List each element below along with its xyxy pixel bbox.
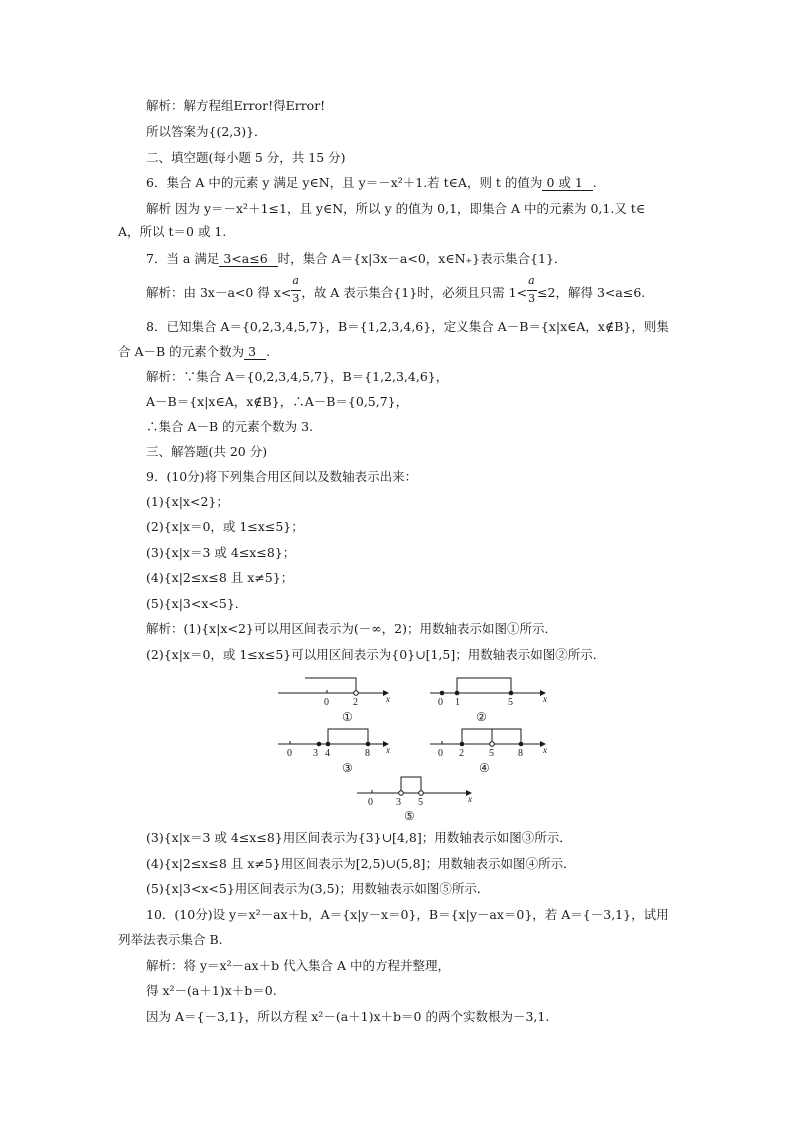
solution-10-line3: 因为 A＝{－3,1}，所以方程 x²－(a＋1)x＋b＝0 的两个实数根为－3,1. bbox=[146, 1009, 550, 1024]
figure-2-number-line bbox=[430, 678, 547, 724]
f3-tick-8: 8 bbox=[365, 748, 370, 759]
question-9-item-2: (2){x|x＝0，或 1≤x≤5}； bbox=[146, 519, 304, 534]
f2-tick-0: 0 bbox=[438, 697, 443, 708]
f1-tick-0: 0 bbox=[324, 697, 329, 708]
solution-9-line4: (4){x|2≤x≤8 且 x≠5}用区间表示为[2,5)∪(5,8]；用数轴表示如图④所示． bbox=[146, 856, 576, 871]
question-8-text: 合 A－B 的元素个数为 bbox=[118, 344, 245, 359]
question-9: 9．(10分)将下列集合用区间以及数轴表示出来： bbox=[146, 469, 418, 484]
question-10-line1: 10．(10分)设 y＝x²－ax＋b，A＝{x|y－x＝0}，B＝{x|y－ax＝0}，若 A＝{－3,1}，试用 bbox=[146, 907, 669, 922]
fraction-numerator: a bbox=[528, 274, 535, 287]
f4-caption: ④ bbox=[479, 761, 490, 775]
f3-tick-0: 0 bbox=[287, 748, 292, 759]
f5-tick-0: 0 bbox=[368, 797, 373, 808]
question-6-text: 6．集合 A 中的元素 y 满足 y∈N，且 y＝－x²＋1.若 t∈A，则 t 的值为 bbox=[146, 175, 543, 190]
f3-caption: ③ bbox=[342, 761, 353, 775]
question-10-line2: 列举法表示集合 B. bbox=[118, 932, 223, 947]
section-solve-heading: 三、解答题(共 20 分) bbox=[146, 444, 268, 459]
f5-caption: ⑤ bbox=[404, 809, 415, 823]
fraction-numerator: a bbox=[292, 274, 299, 287]
question-8-line1: 8．已知集合 A＝{0,2,3,4,5,7}，B＝{1,2,3,4,6}，定义集合 A－B＝{x|x∈A，x∉B}，则集 bbox=[146, 319, 669, 334]
question-9-item-1: (1){x|x<2}； bbox=[146, 494, 229, 509]
f5-axis-label: x bbox=[468, 794, 472, 804]
f4-axis-label: x bbox=[543, 745, 547, 755]
figure-3-number-line bbox=[278, 729, 390, 775]
f2-caption: ② bbox=[476, 710, 487, 724]
f2-tick-5: 5 bbox=[508, 697, 513, 708]
f1-axis-label: x bbox=[386, 694, 390, 704]
solution-6-line2: A，所以 t＝0 或 1. bbox=[118, 224, 227, 239]
solution-9-line2: (2){x|x＝0，或 1≤x≤5}可以用区间表示为{0}∪[1,5]；用数轴表示如图②所示． bbox=[146, 647, 606, 662]
f5-tick-3: 3 bbox=[396, 797, 401, 808]
line-solution-system: 解析：解方程组Error!得Error! bbox=[146, 98, 326, 113]
solution-7-part-a: 解析：由 3x－a<0 得 x< bbox=[146, 285, 292, 300]
f2-axis-label: x bbox=[543, 694, 547, 704]
f4-tick-2: 2 bbox=[459, 748, 464, 759]
f5-tick-5: 5 bbox=[418, 797, 423, 808]
fraction-denominator: 3 bbox=[292, 292, 300, 305]
solution-10-line1: 解析：将 y＝x²－ax＋b 代入集合 A 中的方程并整理， bbox=[146, 958, 451, 973]
question-7-text-a: 7．当 a 满足 bbox=[146, 251, 220, 266]
solution-9-line5: (5){x|3<x<5}用区间表示为(3,5)；用数轴表示如图⑤所示． bbox=[146, 881, 490, 896]
question-8-answer: 3 bbox=[244, 344, 266, 360]
question-8-end: . bbox=[266, 344, 271, 359]
solution-9-line1: 解析：(1){x|x<2}可以用区间表示为(－∞，2)；用数轴表示如图①所示． bbox=[146, 621, 557, 636]
solution-7-part-b: ，故 A 表示集合{1}时，必须且只需 1< bbox=[301, 285, 528, 300]
solution-6-line1: 解析 因为 y＝－x²＋1≤1，且 y∈N，所以 y 的值为 0,1，即集合 A 中的元素为 0,1.又 t∈ bbox=[146, 201, 646, 216]
solution-7-part-c: ≤2，解得 3<a≤6. bbox=[537, 285, 646, 300]
question-9-item-3: (3){x|x＝3 或 4≤x≤8}； bbox=[146, 545, 296, 560]
figure-1-number-line bbox=[278, 678, 390, 724]
question-6-end: . bbox=[592, 175, 597, 190]
solution-9-line3: (3){x|x＝3 或 4≤x≤8}用区间表示为{3}∪[4,8]；用数轴表示如图③所示． bbox=[146, 830, 572, 845]
f1-caption: ① bbox=[342, 710, 353, 724]
question-7-text-b: 时，集合 A＝{x|3x－a<0，x∈N₊}表示集合{1}． bbox=[277, 251, 567, 266]
f4-tick-8: 8 bbox=[518, 748, 523, 759]
f4-tick-5: 5 bbox=[489, 748, 494, 759]
question-9-item-4: (4){x|2≤x≤8 且 x≠5}； bbox=[146, 570, 294, 585]
question-9-item-5: (5){x|3<x<5}． bbox=[146, 596, 248, 611]
f2-tick-1: 1 bbox=[455, 697, 460, 708]
line-answer-set: 所以答案为{(2,3)}． bbox=[146, 124, 267, 139]
question-6-answer: 0 或 1 bbox=[542, 175, 592, 191]
solution-10-line2: 得 x²－(a＋1)x＋b＝0. bbox=[146, 983, 277, 998]
f3-axis-label: x bbox=[386, 745, 390, 755]
section-fill-in-heading: 二、填空题(每小题 5 分，共 15 分) bbox=[146, 150, 346, 165]
f4-tick-0: 0 bbox=[438, 748, 443, 759]
figure-5-number-line bbox=[357, 777, 472, 823]
fraction-denominator: 3 bbox=[528, 292, 536, 305]
question-7-answer: 3<a≤6 bbox=[219, 251, 277, 267]
solution-8-line2: A－B＝{x|x∈A，x∉B}，∴A－B＝{0,5,7}， bbox=[146, 394, 409, 409]
f3-tick-3: 3 bbox=[313, 748, 318, 759]
f1-tick-2: 2 bbox=[353, 697, 358, 708]
solution-8-line3: ∴集合 A－B 的元素个数为 3. bbox=[146, 419, 314, 434]
figure-4-number-line bbox=[430, 729, 547, 775]
f3-tick-4: 4 bbox=[325, 748, 330, 759]
solution-8-line1: 解析：∵集合 A＝{0,2,3,4,5,7}，B＝{1,2,3,4,6}， bbox=[146, 369, 449, 384]
